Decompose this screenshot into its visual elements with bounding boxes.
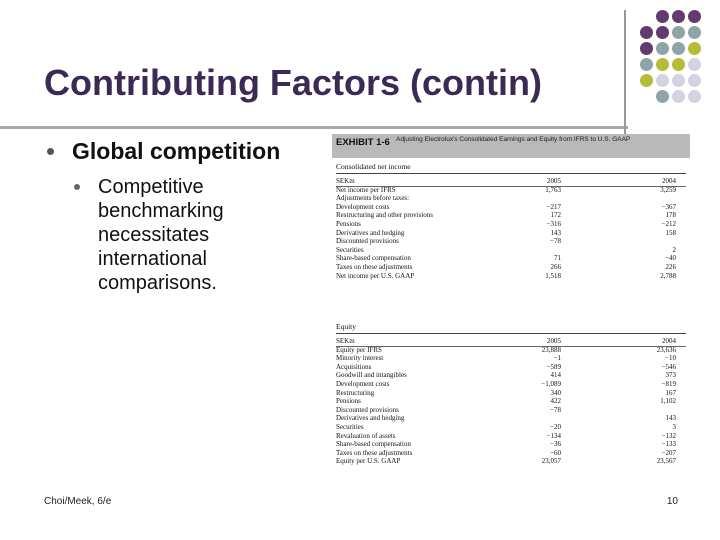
table-row: [336, 406, 686, 415]
table-row: [336, 423, 686, 432]
footer-citation: Choi/Meek, 6/e: [44, 496, 112, 507]
table-row: [336, 194, 686, 203]
table-row: [336, 371, 686, 380]
sub-bullet-benchmarking: Competitive benchmarking necessitates international comparisons.: [98, 176, 224, 294]
row-label: Securities: [336, 423, 364, 431]
table-row: [336, 414, 686, 423]
row-label: SEKm: [336, 337, 355, 345]
decor-dot: [672, 90, 685, 103]
row-label: Restructuring and other provisions: [336, 211, 434, 220]
row-label: Net income per U.S. GAAP: [336, 271, 415, 280]
row-value: −20: [550, 423, 561, 431]
section-rule: [336, 173, 686, 174]
table-row: [336, 380, 686, 389]
table-row: [336, 229, 686, 238]
decor-dot: [672, 26, 685, 39]
row-value: 167: [665, 388, 676, 397]
row-label: Development costs: [336, 380, 390, 388]
row-value: −207: [661, 448, 676, 457]
vertical-divider: [624, 10, 626, 148]
decor-dot: [656, 26, 669, 39]
row-value: 3: [672, 423, 676, 431]
row-label: Goodwill and intangibles: [336, 371, 407, 380]
row-value: 143: [665, 414, 676, 423]
row-label: Net income per IFRS: [336, 185, 396, 194]
bullet-global-competition: Global competition: [72, 138, 281, 164]
table-row: [336, 272, 686, 281]
decor-dot: [688, 74, 701, 87]
title-divider: [0, 126, 628, 129]
row-label: Pensions: [336, 220, 361, 228]
row-value: 373: [665, 371, 676, 380]
decor-dot: [640, 74, 653, 87]
decor-dot: [688, 42, 701, 55]
row-label: Share-based compensation: [336, 254, 411, 263]
row-label: Securities: [336, 245, 364, 254]
exhibit-title: Adjusting Electrolux's Consolidated Earnings and Equity from IFRS to U.S. GAAP: [396, 136, 631, 143]
row-label: SEKm: [336, 177, 355, 185]
exhibit-label: EXHIBIT 1-6: [336, 137, 390, 148]
row-label: Derivatives and hedging: [336, 414, 405, 423]
decor-dot: [640, 42, 653, 55]
table-row: [336, 449, 686, 458]
row-value: −316: [546, 220, 561, 228]
row-value: 340: [550, 388, 561, 397]
row-value: −40: [665, 254, 676, 263]
row-value: −1: [553, 354, 561, 363]
row-label: Equity per IFRS: [336, 345, 382, 354]
decor-dot: [672, 74, 685, 87]
row-label: Equity per U.S. GAAP: [336, 457, 401, 466]
page-number: 10: [666, 496, 678, 507]
row-label: Adjustments before taxes:: [336, 194, 410, 203]
row-value: −132: [661, 431, 676, 440]
table-row: [336, 254, 686, 263]
row-value: −60: [550, 448, 561, 457]
row-value: 2004: [662, 177, 676, 185]
row-value: 2005: [547, 177, 561, 185]
row-value: 23,636: [656, 345, 676, 354]
row-value: −217: [546, 202, 561, 211]
exhibit-header: [332, 134, 690, 158]
row-label: Discounted provisions: [336, 405, 399, 414]
decor-dot: [656, 90, 669, 103]
sub-bullet-dot: [74, 184, 80, 190]
table-row: [336, 354, 686, 363]
row-value: −78: [550, 237, 561, 246]
table-row: [336, 432, 686, 441]
row-value: −546: [661, 362, 676, 371]
decor-dot: [640, 26, 653, 39]
decor-dot: [672, 58, 685, 71]
row-value: −134: [546, 431, 561, 440]
row-value: 414: [550, 371, 561, 380]
row-value: 422: [550, 397, 561, 406]
table-row: [336, 440, 686, 449]
row-label: Taxes on these adjustments: [336, 263, 413, 271]
row-value: 178: [665, 211, 676, 220]
row-value: 1,102: [660, 397, 676, 406]
decor-dot: [656, 10, 669, 23]
decor-dot: [656, 58, 669, 71]
row-value: −78: [550, 405, 561, 414]
row-value: 1,763: [545, 185, 561, 194]
decor-dot: [688, 10, 701, 23]
exhibit-table: [332, 134, 690, 490]
row-label: Derivatives and hedging: [336, 228, 405, 237]
row-label: Minority interest: [336, 354, 384, 363]
row-value: −10: [665, 354, 676, 363]
bullet-dot: [47, 148, 54, 155]
row-value: −133: [661, 440, 676, 449]
row-value: −36: [550, 440, 561, 449]
row-value: 172: [550, 211, 561, 220]
table-row: [336, 186, 686, 195]
row-value: 3,259: [660, 185, 676, 194]
decor-dot: [688, 26, 701, 39]
decor-dot: [672, 42, 685, 55]
decor-dot: [640, 58, 653, 71]
decor-dot: [656, 74, 669, 87]
decor-dot: [688, 58, 701, 71]
decor-dot: [656, 42, 669, 55]
row-value: −589: [546, 362, 561, 371]
row-label: Development costs: [336, 202, 390, 211]
row-label: Share-based compensation: [336, 440, 411, 449]
row-value: 1,518: [545, 271, 561, 280]
row-value: 2: [672, 245, 676, 254]
row-value: 23,057: [541, 457, 561, 466]
table-row: [336, 237, 686, 246]
row-value: −212: [661, 220, 676, 228]
table-row: [336, 457, 686, 466]
table-row: [336, 389, 686, 398]
section-rule: [336, 333, 686, 334]
table-row: [336, 211, 686, 220]
row-value: 2,788: [660, 271, 676, 280]
decor-dot: [672, 10, 685, 23]
row-label: Discounted provisions: [336, 237, 399, 246]
row-value: 226: [665, 263, 676, 271]
table-row: [336, 346, 686, 355]
row-value: 2005: [547, 337, 561, 345]
row-value: 266: [550, 263, 561, 271]
row-value: −1,089: [541, 380, 561, 388]
slide-title: Contributing Factors (contin): [44, 62, 542, 103]
row-value: 158: [665, 228, 676, 237]
row-label: Taxes on these adjustments: [336, 448, 413, 457]
row-label: Acquisitions: [336, 362, 372, 371]
row-label: Revaluation of assets: [336, 431, 396, 440]
table-row: [336, 203, 686, 212]
row-label: Restructuring: [336, 388, 375, 397]
table-row: [336, 263, 686, 272]
section-title-equity: Equity: [336, 322, 356, 331]
table-row: [336, 363, 686, 372]
table-row: [336, 220, 686, 229]
row-value: −819: [661, 380, 676, 388]
decor-dot: [688, 90, 701, 103]
row-value: 23,888: [541, 345, 561, 354]
table-row: [336, 397, 686, 406]
row-value: 143: [550, 228, 561, 237]
section-title-net-income: Consolidated net income: [336, 162, 411, 171]
row-value: 71: [554, 254, 561, 263]
row-label: Pensions: [336, 397, 361, 406]
row-value: 23,567: [656, 457, 676, 466]
table-row: [336, 246, 686, 255]
row-value: −367: [661, 202, 676, 211]
row-value: 2004: [662, 337, 676, 345]
